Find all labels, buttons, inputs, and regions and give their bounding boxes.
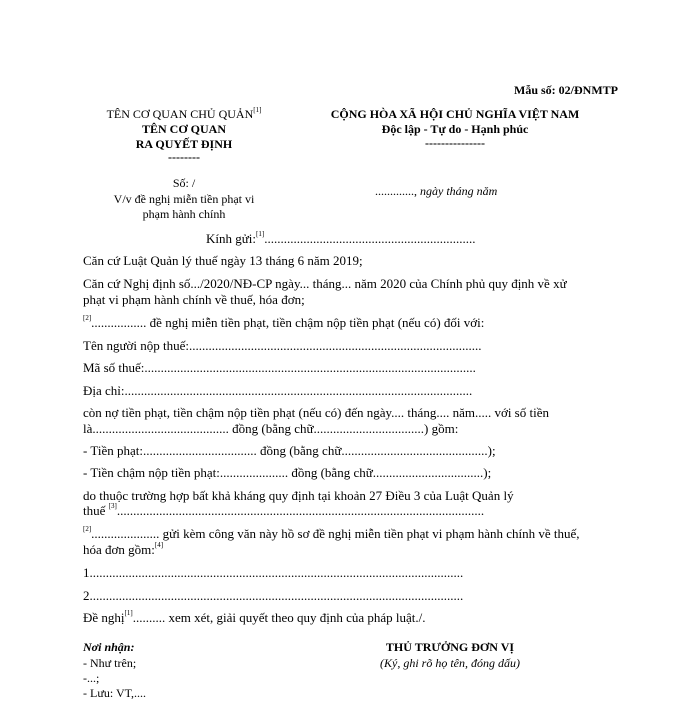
force-majeure-line1: do thuộc trường hợp bất khả kháng quy định tại khoản 27 Điều 3 của Luật Quản lý bbox=[83, 488, 514, 503]
agency-parent-text: TÊN CƠ QUAN CHỦ QUẢN bbox=[106, 107, 254, 121]
closing-request-note: [1] bbox=[124, 609, 133, 617]
country-name: CỘNG HÒA XÃ HỘI CHỦ NGHĨA VIỆT NAM bbox=[330, 107, 580, 121]
debt-line1: còn nợ tiền phạt, tiền chậm nộp tiền phạt (nếu có) đến ngày.... tháng.... năm..... với số tiền bbox=[83, 405, 549, 420]
agency-line2: RA QUYẾT ĐỊNH bbox=[135, 137, 233, 151]
legal-basis-1: Căn cứ Luật Quản lý thuế ngày 13 tháng 6 năm 2019; bbox=[83, 253, 363, 268]
force-majeure-note: [3] bbox=[108, 502, 117, 510]
attachment-item-1: 1................................................................................................................... bbox=[83, 565, 464, 580]
recipient-line bbox=[206, 231, 475, 247]
attachment-note: [2] bbox=[83, 525, 92, 533]
request-note: [2] bbox=[83, 314, 92, 322]
closing-request bbox=[83, 610, 426, 626]
motto: Độc lập - Tự do - Hạnh phúc bbox=[381, 122, 529, 136]
request-text: ................. đề nghị miễn tiền phạt, tiền chậm nộp tiền phạt (nếu có) đối với: bbox=[91, 315, 485, 330]
recipient-dots: ................................................................. bbox=[264, 231, 476, 246]
signer-note: (Ký, ghi rõ họ tên, đóng dấu) bbox=[380, 656, 520, 670]
attachment-line1 bbox=[83, 526, 580, 542]
request-line bbox=[83, 315, 484, 331]
attachment-text: ..................... gửi kèm công văn này hồ sơ đề nghị miễn tiền phạt vi phạm hành chính về thuế, bbox=[91, 526, 580, 541]
recipient-note: [1] bbox=[256, 230, 265, 238]
force-majeure-dots: ................................................................................................................. bbox=[116, 503, 485, 518]
recipient-label: Kính gửi: bbox=[206, 231, 257, 246]
late-fee-line: - Tiền chậm nộp tiền phạt:..................... đồng (bằng chữ..................................); bbox=[83, 465, 492, 480]
recipient-item: - Như trên; bbox=[83, 656, 137, 670]
form-code: Mẫu số: 02/ĐNMTP bbox=[514, 83, 618, 97]
agency-dashes: -------- bbox=[168, 150, 200, 164]
agency-line1: TÊN CƠ QUAN bbox=[141, 122, 226, 136]
force-majeure-text: thuế bbox=[83, 503, 109, 518]
attachment-note-2: [4] bbox=[154, 541, 164, 549]
debt-line2: là.......................................... đồng (bằng chữ..................................) gồm: bbox=[83, 421, 459, 436]
legal-basis-2-line1: Căn cứ Nghị định số.../2020/NĐ-CP ngày... tháng... năm 2020 của Chính phủ quy định về xử bbox=[83, 276, 567, 291]
address: Địa chỉ:........................................................................................................... bbox=[83, 383, 473, 398]
legal-basis-2-line2: phạt vi phạm hành chính về thuế, hóa đơn; bbox=[83, 292, 305, 307]
date-dots: ............., bbox=[375, 184, 420, 198]
taxpayer-name: Tên người nộp thuế:.......................................................................................... bbox=[83, 338, 482, 353]
attachment-line2 bbox=[83, 542, 163, 558]
attachment-item-2: 2................................................................................................................... bbox=[83, 588, 464, 603]
recipient-item: -...; bbox=[83, 671, 100, 685]
motto-dashes: --------------- bbox=[425, 136, 485, 150]
closing-request-text1: Đề nghị bbox=[83, 610, 125, 625]
force-majeure-line2 bbox=[83, 503, 484, 519]
agency-parent bbox=[84, 107, 284, 122]
closing-request-text2: .......... xem xét, giải quyết theo quy định của pháp luật./. bbox=[132, 610, 426, 625]
attachment-list-label: hóa đơn gồm: bbox=[83, 542, 155, 557]
document-number: Số: / bbox=[172, 176, 196, 190]
recipients-label: Nơi nhận: bbox=[83, 640, 135, 654]
subject-line2: phạm hành chính bbox=[142, 207, 226, 221]
fine-line: - Tiền phạt:................................... đồng (bằng chữ.............................................); bbox=[83, 443, 496, 458]
recipient-item: - Lưu: VT,.... bbox=[83, 686, 147, 700]
date-text: ngày tháng năm bbox=[420, 184, 498, 198]
tax-code: Mã số thuế:...................................................................................................... bbox=[83, 360, 476, 375]
subject-line1: V/v đề nghị miễn tiền phạt vi bbox=[113, 192, 255, 206]
date-line bbox=[375, 184, 497, 199]
agency-parent-note: [1] bbox=[253, 106, 262, 114]
signer-title: THỦ TRƯỞNG ĐƠN VỊ bbox=[385, 640, 515, 654]
